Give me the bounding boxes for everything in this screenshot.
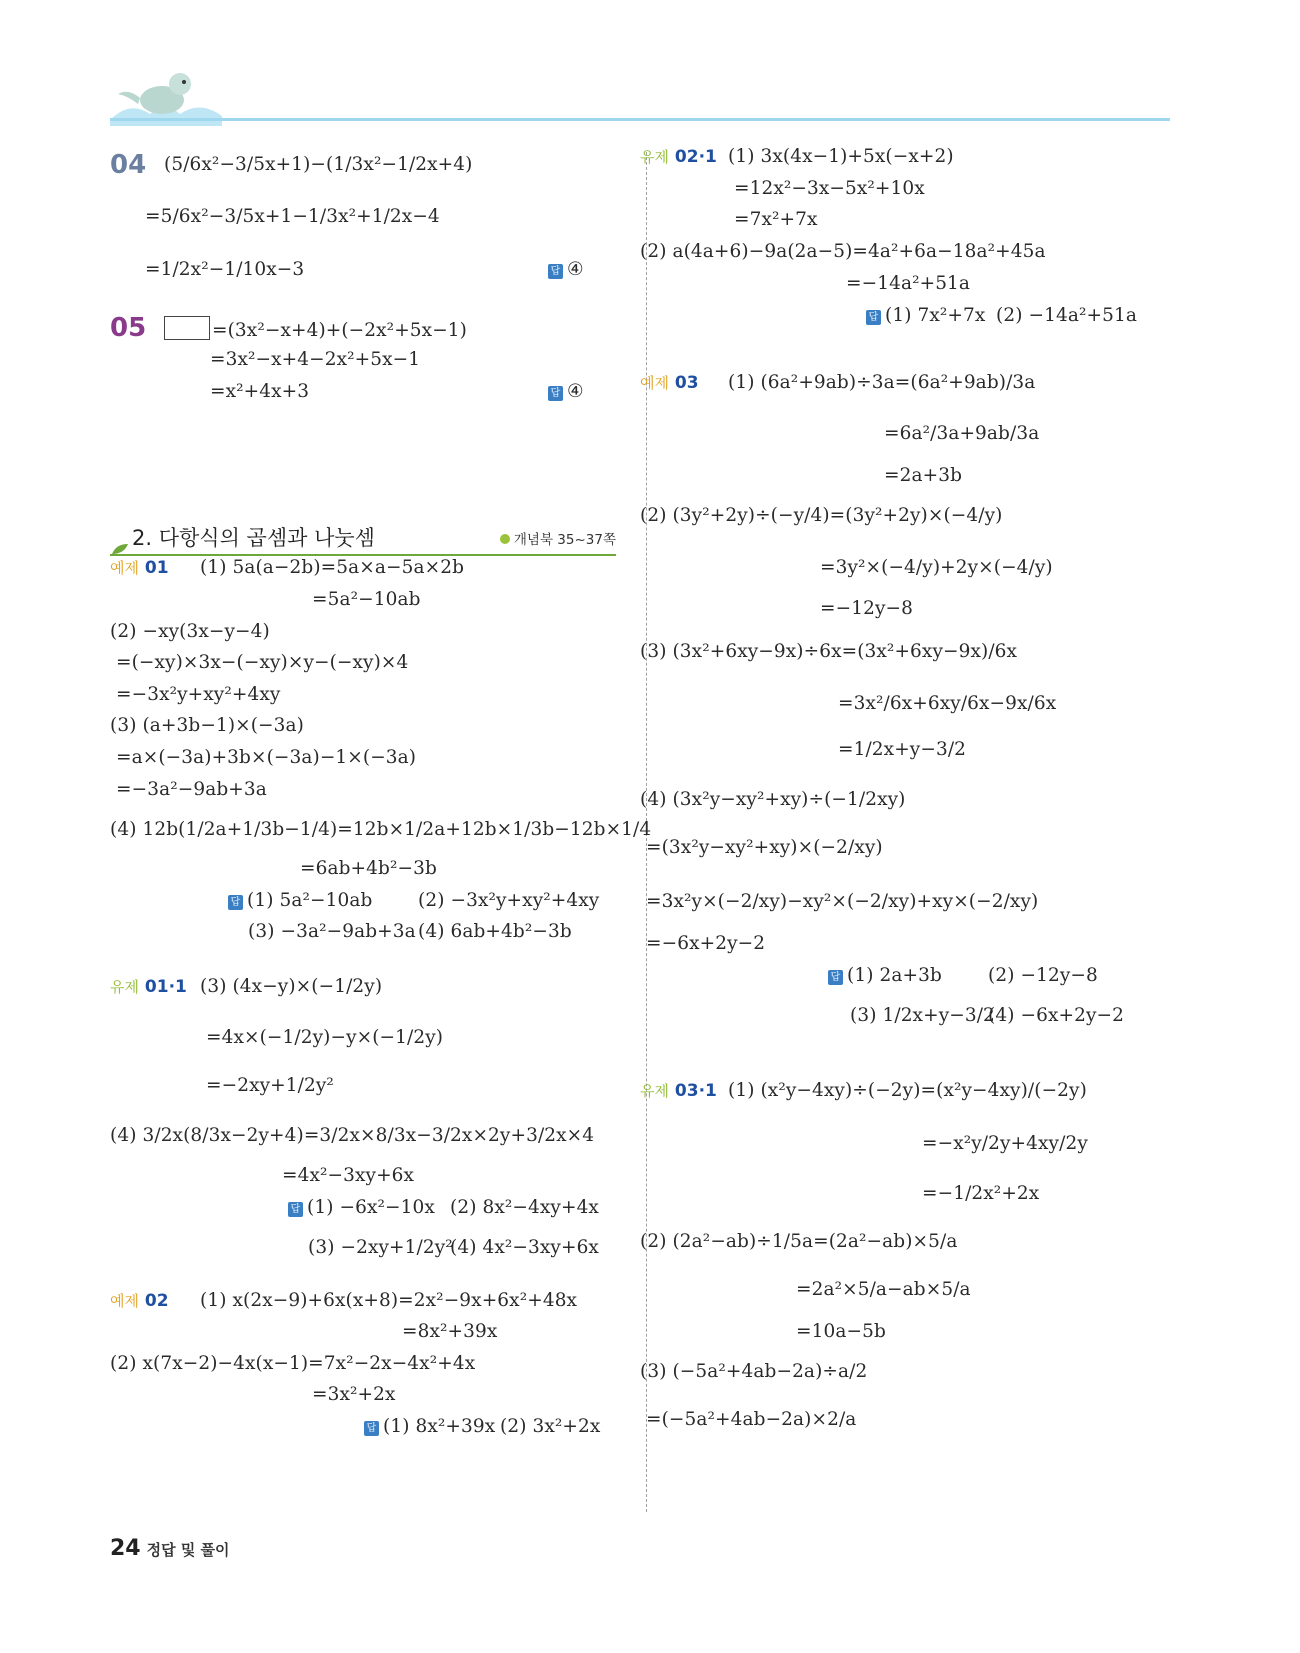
solution-line: (2) x(7x−2)−4x(x−1)=7x²−2x−4x²+4x bbox=[110, 1353, 476, 1374]
solution-line: =12x²−3x−5x²+10x bbox=[734, 178, 925, 199]
answer: 답 (1) 5a²−10ab bbox=[228, 889, 372, 913]
solution-line: (3) (4x−y)×(−1/2y) bbox=[200, 976, 383, 997]
solution-line: =−1/2x²+2x bbox=[922, 1183, 1040, 1204]
problem-number: 04 bbox=[110, 150, 147, 180]
example-tag: 유제 03·1 bbox=[640, 1081, 717, 1101]
answer: 답 (1) 7x²+7x bbox=[866, 304, 985, 328]
solution-line: =3x²−x+4−2x²+5x−1 bbox=[210, 349, 421, 370]
section-header bbox=[110, 520, 616, 556]
solution-line: (1) x(2x−9)+6x(x+8)=2x²−9x+6x²+48x bbox=[200, 1290, 578, 1311]
solution-line: (4) 3/2x(8/3x−2y+4)=3/2x×8/3x−3/2x×2y+3/2x×4 bbox=[110, 1125, 595, 1146]
answer-icon: 답 bbox=[866, 310, 881, 325]
solution-line: (3) (3x²+6xy−9x)÷6x=(3x²+6xy−9x)/6x bbox=[640, 641, 1018, 662]
solution-line: =−3a²−9ab+3a bbox=[116, 779, 267, 800]
answer: (2) −14a²+51a bbox=[996, 305, 1137, 326]
answer-icon: 답 bbox=[828, 970, 843, 985]
answer: (2) 3x²+2x bbox=[500, 1416, 601, 1437]
example-tag: 유제 02·1 bbox=[640, 147, 717, 167]
answer: 답 ④ bbox=[548, 258, 584, 282]
solution-line: =4x×(−1/2y)−y×(−1/2y) bbox=[206, 1027, 444, 1048]
solution-line: =3x²y×(−2/xy)−xy²×(−2/xy)+xy×(−2/xy) bbox=[646, 891, 1039, 912]
answer: 답 ④ bbox=[548, 380, 584, 404]
solution-line: =2a+3b bbox=[884, 465, 963, 486]
answer-icon: 답 bbox=[548, 386, 563, 401]
answer: (4) −6x+2y−2 bbox=[988, 1005, 1124, 1026]
page-footer bbox=[110, 1536, 230, 1561]
example-tag: 유제 01·1 bbox=[110, 977, 187, 997]
solution-line: =−x²y/2y+4xy/2y bbox=[922, 1133, 1088, 1154]
solution-line: =3x²+2x bbox=[312, 1384, 396, 1405]
solution-line: =a×(−3a)+3b×(−3a)−1×(−3a) bbox=[116, 747, 417, 768]
solution-line: =(3x²−x+4)+(−2x²+5x−1) bbox=[164, 316, 467, 343]
solution-line: =6a²/3a+9ab/3a bbox=[884, 423, 1040, 444]
answer: (3) −3a²−9ab+3a bbox=[248, 921, 416, 942]
solution-line: =5a²−10ab bbox=[312, 589, 421, 610]
solution-line: (2) (3y²+2y)÷(−y/4)=(3y²+2y)×(−4/y) bbox=[640, 505, 1003, 526]
solution-line: =3y²×(−4/y)+2y×(−4/y) bbox=[820, 557, 1053, 578]
solution-line: (1) 5a(a−2b)=5a×a−5a×2b bbox=[200, 557, 465, 578]
solution-line: =1/2x+y−3/2 bbox=[838, 739, 967, 760]
page-number: 24 bbox=[110, 1536, 141, 1561]
solution-line: (1) (x²y−4xy)÷(−2y)=(x²y−4xy)/(−2y) bbox=[728, 1080, 1087, 1101]
answer: (2) 8x²−4xy+4x bbox=[450, 1197, 599, 1218]
answer: (4) 6ab+4b²−3b bbox=[418, 921, 572, 942]
solution-line: (5/6x²−3/5x+1)−(1/3x²−1/2x+4) bbox=[164, 154, 473, 175]
footer-label: 정답 및 풀이 bbox=[146, 1541, 230, 1559]
solution-line: =(−5a²+4ab−2a)×2/a bbox=[646, 1409, 857, 1430]
answer-icon: 답 bbox=[228, 895, 243, 910]
solution-line: (3) (a+3b−1)×(−3a) bbox=[110, 715, 304, 736]
blank-box bbox=[164, 316, 210, 340]
solution-line: =−2xy+1/2y² bbox=[206, 1075, 334, 1096]
solution-line: (4) (3x²y−xy²+xy)÷(−1/2xy) bbox=[640, 789, 906, 810]
answer: (3) −2xy+1/2y² bbox=[308, 1237, 453, 1258]
example-tag: 예제 02 bbox=[110, 1291, 169, 1311]
problem-number: 05 bbox=[110, 313, 147, 343]
solution-line: =−14a²+51a bbox=[846, 273, 971, 294]
solution-line: =4x²−3xy+6x bbox=[282, 1165, 415, 1186]
solution-line: =x²+4x+3 bbox=[210, 381, 310, 402]
example-tag: 예제 03 bbox=[640, 373, 699, 393]
solution-line: =1/2x²−1/10x−3 bbox=[145, 259, 305, 280]
solution-line: =−3x²y+xy²+4xy bbox=[116, 684, 281, 705]
solution-line: (2) (2a²−ab)÷1/5a=(2a²−ab)×5/a bbox=[640, 1231, 958, 1252]
solution-line: (1) (6a²+9ab)÷3a=(6a²+9ab)/3a bbox=[728, 372, 1036, 393]
solution-line: =(−xy)×3x−(−xy)×y−(−xy)×4 bbox=[116, 652, 409, 673]
answer: 답 (1) 8x²+39x bbox=[364, 1415, 495, 1439]
solution-line: =−6x+2y−2 bbox=[646, 933, 766, 954]
solution-line: =7x²+7x bbox=[734, 209, 818, 230]
answer-icon: 답 bbox=[288, 1202, 303, 1217]
solution-line: =10a−5b bbox=[796, 1321, 886, 1342]
answer: 답 (1) −6x²−10x bbox=[288, 1196, 435, 1220]
answer-icon: 답 bbox=[548, 264, 563, 279]
solution-line: (3) (−5a²+4ab−2a)÷a/2 bbox=[640, 1361, 868, 1382]
solution-line: =6ab+4b²−3b bbox=[300, 858, 437, 879]
solution-line: =2a²×5/a−ab×5/a bbox=[796, 1279, 971, 1300]
answer: (2) −3x²y+xy²+4xy bbox=[418, 890, 600, 911]
solution-line: =8x²+39x bbox=[402, 1321, 498, 1342]
concept-book-reference: 개념북 35~37쪽 bbox=[500, 528, 616, 548]
header-rule bbox=[110, 118, 1170, 121]
solution-line: =5/6x²−3/5x+1−1/3x²+1/2x−4 bbox=[145, 206, 440, 227]
solution-line: (1) 3x(4x−1)+5x(−x+2) bbox=[728, 146, 954, 167]
answer: (4) 4x²−3xy+6x bbox=[450, 1237, 599, 1258]
answer: 답 (1) 2a+3b bbox=[828, 964, 942, 988]
solution-line: =3x²/6x+6xy/6x−9x/6x bbox=[838, 693, 1057, 714]
answer: (3) 1/2x+y−3/2 bbox=[850, 1005, 995, 1026]
solution-line: (2) −xy(3x−y−4) bbox=[110, 621, 270, 642]
solution-line: (4) 12b(1/2a+1/3b−1/4)=12b×1/2a+12b×1/3b−12b×1/4 bbox=[110, 819, 652, 840]
answer: (2) −12y−8 bbox=[988, 965, 1098, 986]
section-title: 2. 다항식의 곱셈과 나눗셈 bbox=[132, 526, 375, 550]
solution-line: (2) a(4a+6)−9a(2a−5)=4a²+6a−18a²+45a bbox=[640, 241, 1046, 262]
answer-icon: 답 bbox=[364, 1421, 379, 1436]
solution-line: =−12y−8 bbox=[820, 598, 913, 619]
example-tag: 예제 01 bbox=[110, 558, 169, 578]
solution-line: =(3x²y−xy²+xy)×(−2/xy) bbox=[646, 837, 883, 858]
